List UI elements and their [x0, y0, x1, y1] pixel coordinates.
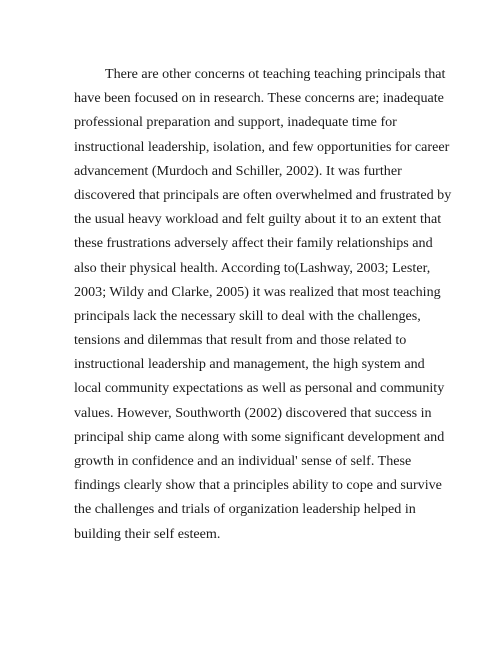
paragraph-line: principal ship came along with some significant development and	[74, 428, 445, 445]
paragraph-line: professional preparation and support, inadequate time for	[74, 114, 397, 131]
paragraph-line: advancement (Murdoch and Schiller, 2002). It was further	[74, 162, 402, 179]
paragraph-line: local community expectations as well as personal and community	[74, 380, 445, 397]
paragraph-line: also their physical health. According to(Lashway, 2003; Lester,	[74, 259, 431, 276]
body-paragraph	[74, 62, 452, 546]
paragraph-line: discovered that principals are often overwhelmed and frustrated by	[74, 186, 452, 203]
paragraph-line: principals lack the necessary skill to deal with the challenges,	[74, 307, 421, 324]
paragraph-line: tensions and dilemmas that result from and those related to	[74, 332, 407, 349]
paragraph-line: instructional leadership, isolation, and few opportunities for career	[74, 138, 450, 155]
paragraph-line: the usual heavy workload and felt guilty about it to an extent that	[74, 211, 442, 228]
paragraph-line: findings clearly show that a principles ability to cope and survive	[74, 477, 442, 494]
paragraph-line: have been focused on in research. These concerns are; inadequate	[74, 90, 444, 107]
paragraph-line: these frustrations adversely affect their family relationships and	[74, 235, 433, 252]
paragraph-line: the challenges and trials of organization leadership helped in	[74, 501, 416, 518]
paragraph-line: 2003; Wildy and Clarke, 2005) it was realized that most teaching	[74, 283, 441, 300]
paragraph-line: values. However, Southworth (2002) discovered that success in	[74, 404, 432, 421]
paragraph-line: instructional leadership and management, the high system and	[74, 356, 425, 373]
paragraph-line: There are other concerns ot teaching teaching principals that	[105, 66, 446, 82]
paragraph-line: growth in confidence and an individual' sense of self. These	[74, 453, 412, 469]
paragraph-line: building their self esteem.	[74, 525, 221, 542]
